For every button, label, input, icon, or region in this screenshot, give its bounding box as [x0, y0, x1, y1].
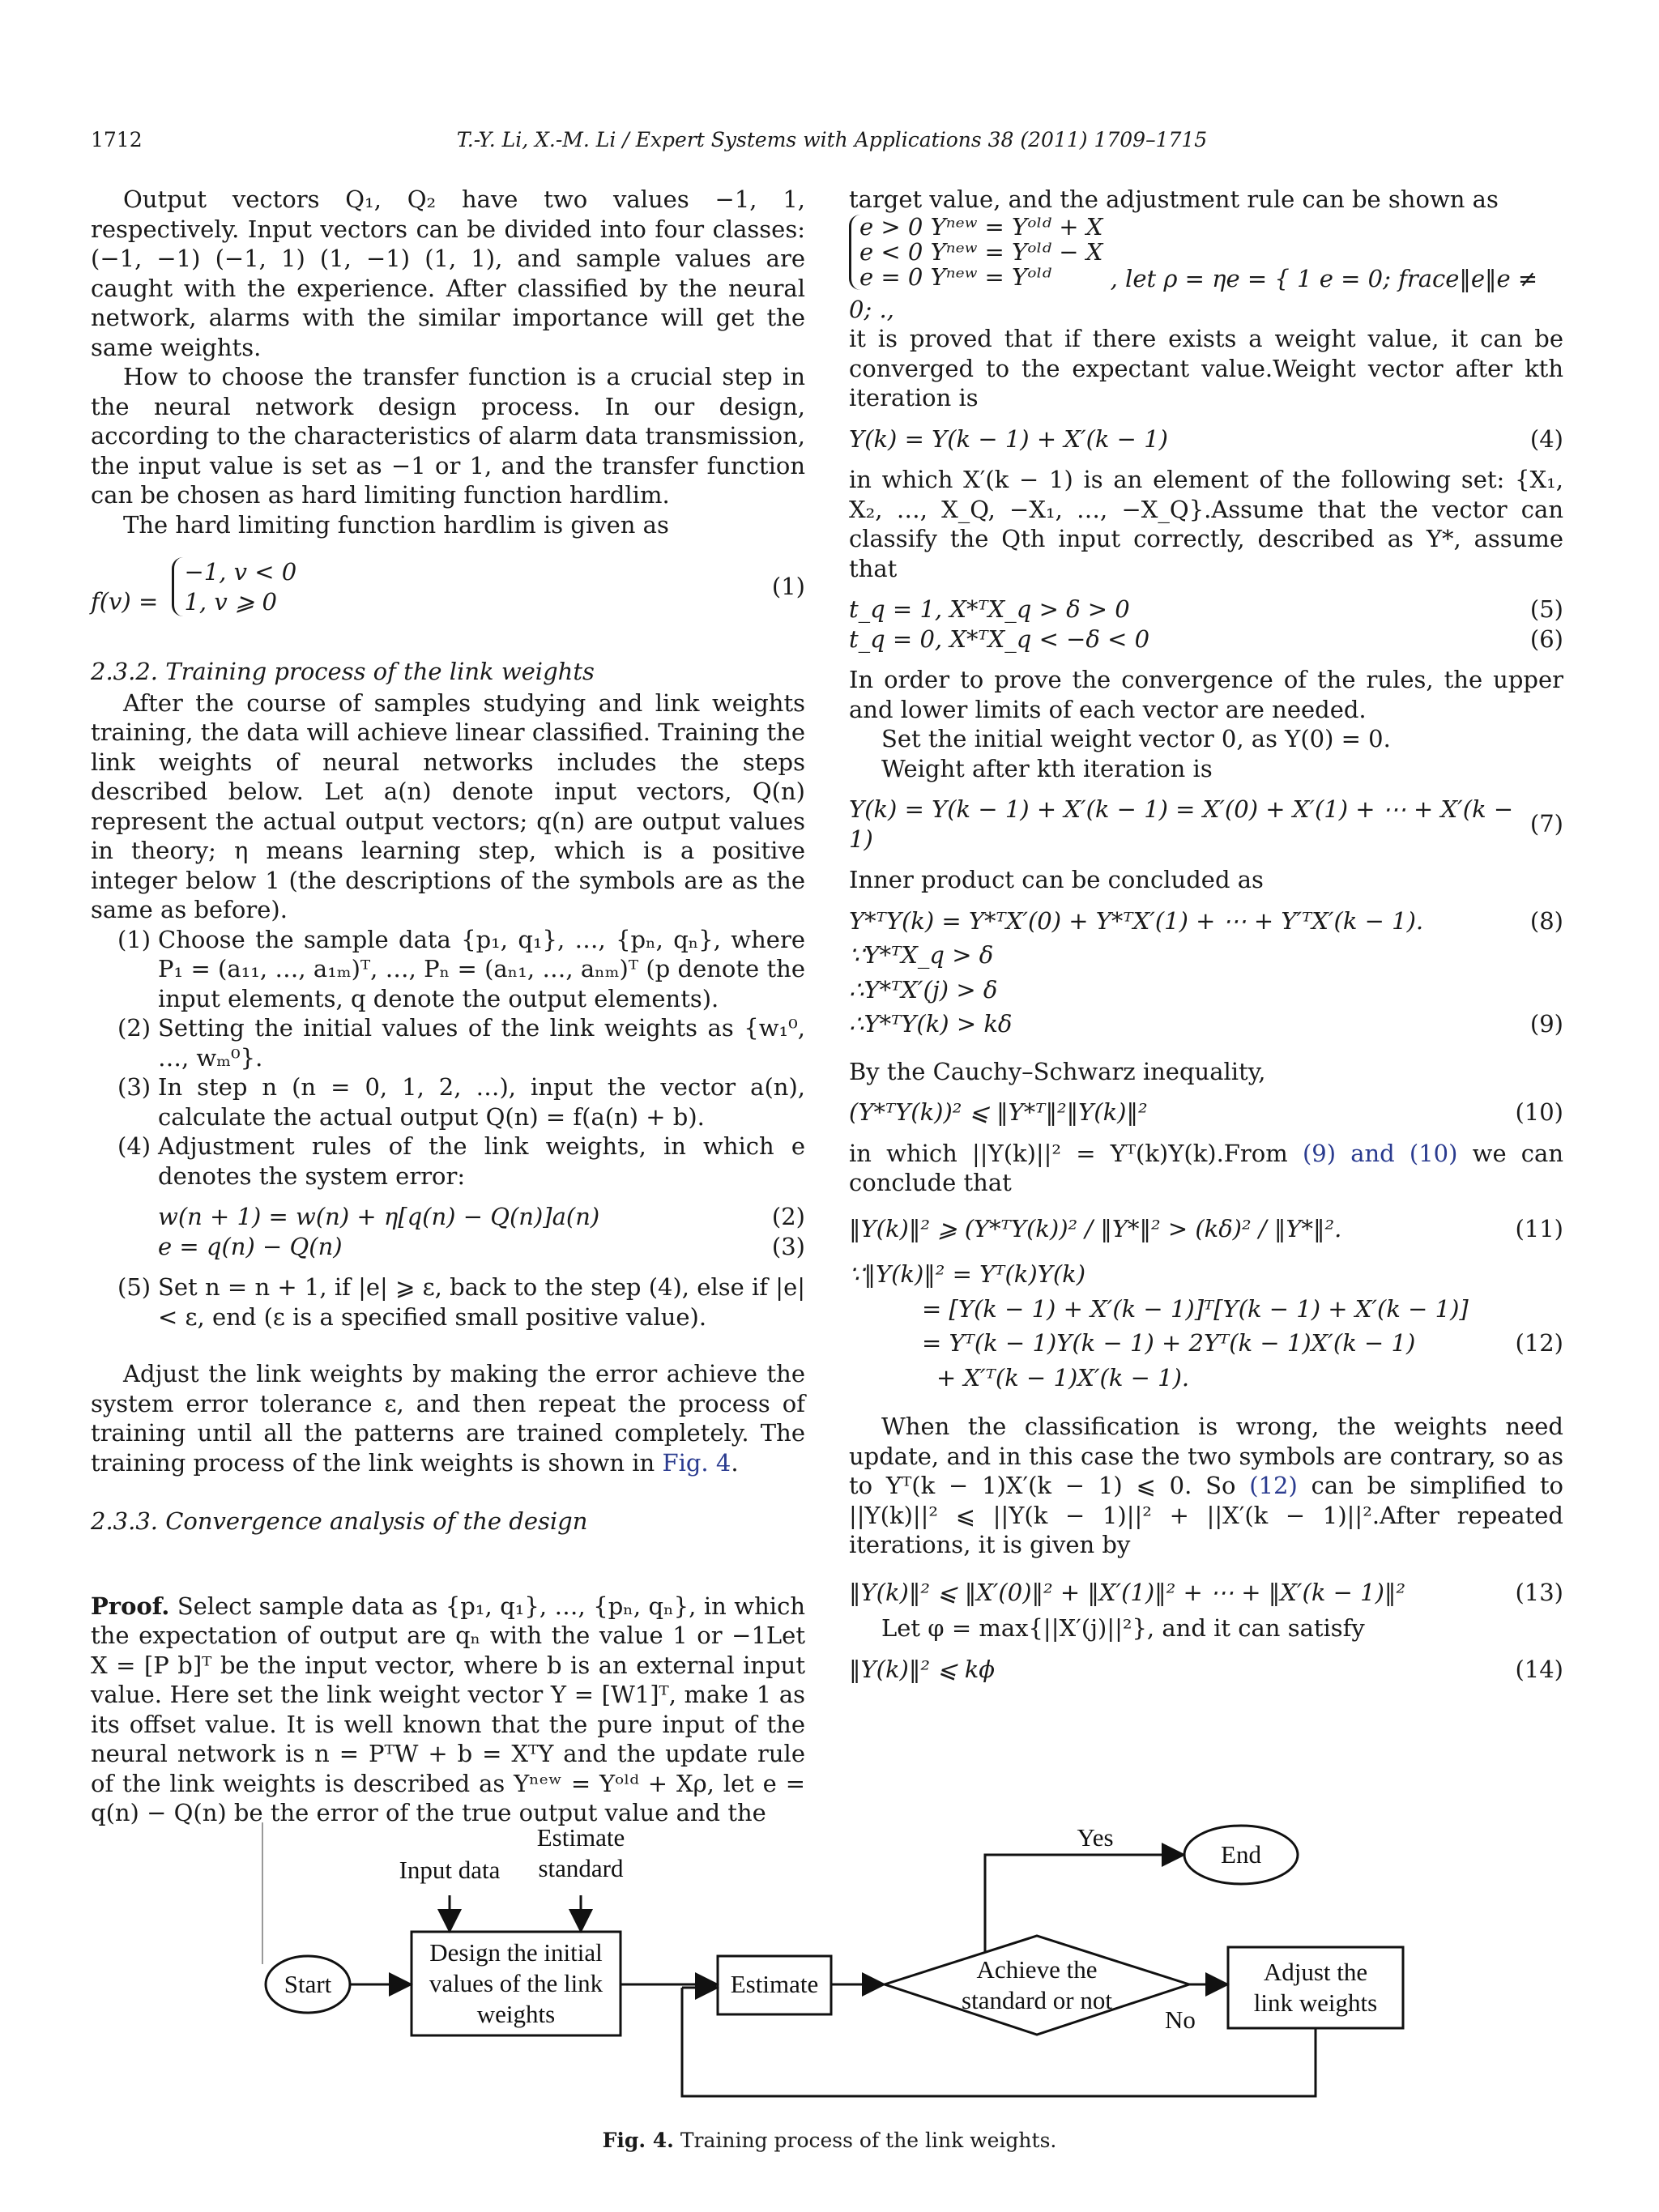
equation-number: (8) [1529, 906, 1563, 935]
list-text: Choose the sample data {p₁, q₁}, …, {pₙ, qₙ}, where P₁ = (a₁₁, …, a₁ₘ)ᵀ, …, Pₙ = (aₙ₁, …, aₙₘ)ᵀ (p denote the input elements, q denote the output elements). [158, 925, 805, 1012]
equation-body: ‖Y(k)‖² ⩽ kϕ [849, 1655, 996, 1683]
equation-2 [158, 1202, 805, 1232]
equation-12a [849, 1259, 1563, 1289]
equation-10 [849, 1097, 1563, 1127]
rule-case: e > 0 Yⁿᵉʷ = Yᵒˡᵈ + X [859, 212, 1103, 241]
equation-13 [849, 1578, 1563, 1608]
equation-body: = [Y(k − 1) + X′(k − 1)]ᵀ[Y(k − 1) + X′(k − 1)] [922, 1294, 1469, 1323]
decision-label [917, 1954, 1157, 2016]
paragraph: How to choose the transfer function is a crucial step in the neural network design process. In our design, according to the characteristics of alarm data transmission, the input value is set as −1 or 1, and the transfer function can be chosen as hard limiting function hardlim. [91, 363, 805, 509]
running-head: T.-Y. Li, X.-M. Li / Expert Systems with Applications 38 (2011) 1709–1715 [456, 128, 1208, 151]
paragraph [91, 1359, 805, 1477]
rule-cases [849, 212, 1103, 291]
figure-caption [0, 2129, 1659, 2152]
label-line: values of the link [429, 1969, 603, 1997]
paragraph: Set the initial weight vector 0, as Y(0) = 0. [881, 725, 1391, 752]
paragraph [849, 1139, 1563, 1198]
section-heading: 2.3.3. Convergence analysis of the design [91, 1507, 588, 1535]
equation-4 [849, 424, 1563, 454]
equation-body: ‖Y(k)‖² ⩾ (Y*ᵀY(k))² / ‖Y*‖² > (kδ)² / ‖Y*‖². [849, 1214, 1342, 1242]
equation-link[interactable]: (12) [1249, 1472, 1298, 1499]
text-run: we can conclude that [849, 1139, 1563, 1196]
caption-text: Training process of the link weights. [673, 2129, 1057, 2152]
paragraph: After the course of samples studying and link weights training, the data will achieve linear classified. Training the link weights of neural networks includes the steps described below. Let a(n) denote input vectors, Q(n) represent the actual output vectors; q(n) are output values in theory; η means learning step, which is a positive integer below 1 (the descriptions of the symbols are as the same as before). [91, 688, 805, 923]
paragraph: Inner product can be concluded as [849, 866, 1264, 893]
equation-body: ‖Y(k)‖² ⩽ ‖X′(0)‖² + ‖X′(1)‖² + ⋯ + ‖X′(k − 1)‖² [849, 1578, 1406, 1606]
label-line: Design the initial [429, 1938, 603, 1967]
equation-9 [849, 1009, 1563, 1039]
rule-case: e < 0 Yⁿᵉʷ = Yᵒˡᵈ − X [859, 237, 1103, 266]
list-text: Adjustment rules of the link weights, in which e denotes the system error: [158, 1132, 805, 1190]
equation-body: ∴Y*ᵀY(k) > kδ [849, 1010, 1013, 1038]
caption-label: Fig. 4. [602, 2129, 674, 2152]
label-line: link weights [1253, 1988, 1378, 2017]
rule-case: e = 0 Yⁿᵉʷ = Yᵒˡᵈ [859, 262, 1052, 291]
page-number: 1712 [91, 128, 143, 151]
equation-11 [849, 1214, 1563, 1244]
list-label: (4) [117, 1132, 151, 1160]
equation-5 [849, 595, 1563, 624]
rule-tail: , let ρ = ηe = { 1 e = 0; frace‖e‖e ≠ 0; ., [849, 264, 1538, 323]
text-run: Select sample data as {p₁, q₁}, …, {pₙ, qₙ}, in which the expectation of output are qₙ with the value 1 or −1Let X = [P b]ᵀ be the input vector, where b is an external input value. Here set the link weight vector Y = [W1]ᵀ, make 1 as its offset value. It is well known that the pure input of the neural network is n = PᵀW + b = XᵀY and the update rule of the link weights is described as Yⁿᵉʷ = Yᵒˡᵈ + Xρ, let e = q(n) − Q(n) be the error of the true output value and the [91, 1592, 805, 1826]
list-label: (5) [117, 1273, 151, 1301]
proof-label: Proof. [91, 1592, 170, 1620]
equation-case: −1, v < 0 [184, 558, 297, 586]
equation-number: (9) [1529, 1010, 1563, 1038]
equation-body: ∵‖Y(k)‖² = Yᵀ(k)Y(k) [849, 1260, 1086, 1288]
text-run: in which ||Y(k)||² = Yᵀ(k)Y(k).From [849, 1139, 1303, 1167]
paragraph: Output vectors Q₁, Q₂ have two values −1, 1, respectively. Input vectors can be divided into four classes: (−1, −1) (−1, 1) (1, −1) (1, 1), and sample values are caught with the experience. After classified by the neural network, alarms with the similar importance will get the same weights. [91, 185, 805, 361]
list-text: Setting the initial values of the link weights as {w₁⁰, …, wₘ⁰}. [158, 1014, 805, 1072]
equation-number: (10) [1515, 1098, 1563, 1126]
list-item [117, 1072, 805, 1132]
paragraph [91, 1592, 805, 1828]
equation-12d [849, 1363, 1563, 1393]
list-item [117, 1013, 805, 1072]
label-line: standard [538, 1854, 624, 1882]
equation-number: (5) [1529, 595, 1563, 623]
list-label: (3) [117, 1073, 151, 1101]
equation-cases [172, 557, 296, 616]
equation-body: (Y*ᵀY(k))² ⩽ ‖Y*ᵀ‖²‖Y(k)‖² [849, 1098, 1148, 1126]
paragraph: The hard limiting function hardlim is given as [123, 510, 669, 539]
equation-body: Y(k) = Y(k − 1) + X′(k − 1) [849, 424, 1168, 453]
equation-8 [849, 906, 1563, 936]
paragraph [849, 1412, 1563, 1560]
equation-link[interactable]: (9) and (10) [1302, 1139, 1458, 1167]
paragraph: in which X′(k − 1) is an element of the following set: {X₁, X₂, …, X_Q, −X₁, …, −X_Q}.Assume that the vector can classify the Qth input correctly, described as Y*, assume that [849, 466, 1563, 582]
equation-8b [849, 940, 1563, 970]
text-run: can be simplified to ||Y(k)||² ⩽ ||Y(k − 1)||² + ||X′(k − 1)||².After repeated iterations, it is given by [849, 1472, 1563, 1558]
equation-7 [849, 795, 1563, 854]
equation-lhs: f(v) = [91, 587, 159, 616]
equation-number: (6) [1529, 624, 1563, 653]
equation-number: (12) [1515, 1329, 1563, 1357]
paragraph: By the Cauchy–Schwarz inequality, [849, 1057, 1266, 1085]
equation-body: w(n + 1) = w(n) + η[q(n) − Q(n)]a(n) [158, 1203, 600, 1230]
list-item [117, 1132, 805, 1191]
label-estimate-standard [532, 1822, 629, 1884]
list-text: In step n (n = 0, 1, 2, …), input the vector a(n), calculate the actual output Q(n) = f(a(n) + b). [158, 1073, 805, 1131]
equation-body: ∴Y*ᵀX′(j) > δ [849, 975, 998, 1004]
equation-number: (14) [1515, 1655, 1563, 1683]
label-line: Adjust the [1263, 1958, 1368, 1986]
equation-number: (3) [771, 1232, 805, 1260]
equation-body: t_q = 0, X*ᵀX_q < −δ < 0 [849, 624, 1150, 653]
equation-number: (7) [1529, 810, 1563, 838]
equation-body: Y(k) = Y(k − 1) + X′(k − 1) = X′(0) + X′(1) + ⋯ + X′(k − 1) [849, 795, 1514, 853]
equation-1 [91, 557, 805, 616]
label-line: Achieve the [976, 1955, 1098, 1984]
equation-body: + X′ᵀ(k − 1)X′(k − 1). [936, 1363, 1190, 1392]
equation-number: (1) [771, 573, 805, 601]
paragraph: Let φ = max{||X′(j)||²}, and it can satisfy [881, 1614, 1365, 1642]
equation-number: (11) [1515, 1214, 1563, 1242]
list-item [117, 925, 805, 1014]
text-run: Adjust the link weights by making the error achieve the system error tolerance ε, and then repeat the process of training until all the patterns are trained completely. The training process of the link weights is shown in [91, 1360, 805, 1477]
equation-body: Y*ᵀY(k) = Y*ᵀX′(0) + Y*ᵀX′(1) + ⋯ + Y′ᵀX′(k − 1). [849, 906, 1424, 935]
right-column [849, 185, 1563, 1695]
equation-3 [158, 1232, 805, 1262]
label-line: standard or not [962, 1986, 1112, 2014]
paragraph: In order to prove the convergence of the rules, the upper and lower limits of each vector are needed. [849, 666, 1563, 723]
text-run: . [731, 1448, 739, 1477]
equation-14 [849, 1655, 1563, 1685]
label-line: weights [476, 2000, 556, 2028]
section-heading: 2.3.2. Training process of the link weights [91, 658, 595, 685]
figure-link[interactable]: Fig. 4 [662, 1448, 731, 1477]
text-run: When the classification is wrong, the weights need update, and in this case the two symbols are contrary, so as to Yᵀ(k − 1)X′(k − 1) ⩽ 0. So [849, 1413, 1563, 1499]
left-column [91, 185, 805, 1828]
no-label: No [1165, 2005, 1196, 2034]
adjustment-rule [849, 212, 1563, 325]
figure-4-flowchart [253, 1822, 1581, 2106]
equation-case: 1, v ⩾ 0 [184, 587, 277, 616]
estimate-label: Estimate [730, 1970, 819, 1998]
paragraph: Weight after kth iteration is [881, 754, 1213, 782]
equation-12b [849, 1294, 1563, 1324]
adjust-label [1228, 1957, 1403, 2018]
equation-number: (2) [771, 1203, 805, 1230]
yes-label: Yes [1077, 1823, 1114, 1852]
page-header [91, 128, 1573, 160]
equation-body: e = q(n) − Q(n) [158, 1232, 343, 1260]
label-input-data: Input data [399, 1856, 501, 1884]
equation-body: = Yᵀ(k − 1)Y(k − 1) + 2Yᵀ(k − 1)X′(k − 1) [922, 1329, 1416, 1357]
end-label: End [1221, 1840, 1261, 1869]
equation-body: t_q = 1, X*ᵀX_q > δ > 0 [849, 595, 1130, 623]
paragraph: target value, and the adjustment rule can be shown as [849, 185, 1499, 213]
list-text: Set n = n + 1, if |e| ⩾ ε, back to the step (4), else if |e| < ε, end (ε is a specified small positive value). [158, 1273, 805, 1331]
label-line: Estimate [536, 1823, 625, 1852]
equation-number: (13) [1515, 1578, 1563, 1606]
list-label: (2) [117, 1014, 151, 1042]
equation-number: (4) [1529, 424, 1563, 453]
equation-8c [849, 975, 1563, 1005]
equation-6 [849, 624, 1563, 654]
list-item [117, 1272, 805, 1332]
design-label [412, 1937, 621, 2030]
start-label: Start [284, 1970, 332, 1998]
equation-body: ∵Y*ᵀX_q > δ [849, 941, 994, 969]
equation-12c [849, 1328, 1563, 1358]
list-label: (1) [117, 925, 151, 953]
paragraph: it is proved that if there exists a weight value, it can be converged to the expectant value.Weight vector after kth iteration is [849, 325, 1563, 411]
